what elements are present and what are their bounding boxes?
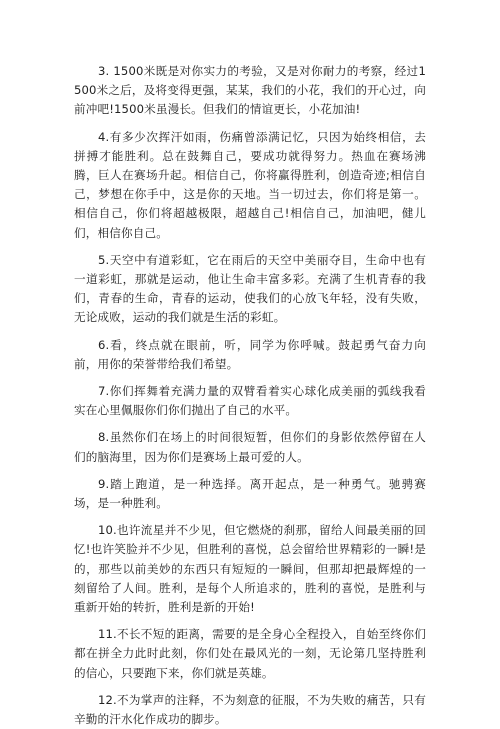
- paragraph-10: 10.也许流星并不少见，但它燃烧的刹那，留给人间最美丽的回忆!也许笑脸并不少见，但胜利的喜悦，总会留给世界精彩的一瞬!是的，那些以前美妙的东西只有短短的一瞬间，但那却把最辉煌的一刻留给了人间。胜利，是每个人所追求的，胜利的喜悦，是胜利与重新开始的转折，胜利是新的开始!: [74, 523, 426, 615]
- paragraph-7: 7.你们挥舞着充满力量的双臂看着实心球化成美丽的弧线我看实在心里佩服你们你们抛出了自己的水平。: [74, 384, 426, 418]
- paragraph-11: 11.不长不短的距离，需要的是全身心全程投入，自始至终你们都在拼全力此时此刻，你们处在最风光的一刻，无论第几坚持胜利的信心，只要跑下来，你们就是英雄。: [74, 627, 426, 680]
- paragraph-8: 8.虽然你们在场上的时间很短暂，但你们的身影依然停留在人们的脑海里，因为你们是赛场上最可爱的人。: [74, 430, 426, 464]
- paragraph-3: 3. 1500米既是对你实力的考验，又是对你耐力的考察，经过1500米之后，及将变得更强，某某，我们的小花，我们的开心过，向前冲吧!1500米虽漫长。但我们的情谊更长，小花加油!: [74, 64, 426, 117]
- paragraph-4: 4.有多少次挥汗如雨，伤痛曾添满记忆，只因为始终相信，去拼搏才能胜利。总在鼓舞自己，要成功就得努力。热血在赛场沸腾，巨人在赛场升起。相信自己，你将赢得胜利，创造奇迹;相信自己，梦想在你手中，这是你的天地。当一切过去，你们将是第一。相信自己，你们将超越极限，超越自己!相信自己，加油吧，健儿们，相信你自己。: [74, 129, 426, 240]
- paragraph-6: 6.看，终点就在眼前，听，同学为你呼喊。鼓起勇气奋力向前，用你的荣誉带给我们希望。: [74, 337, 426, 371]
- paragraph-9: 9.踏上跑道，是一种选择。离开起点，是一种勇气。驰骋赛场，是一种胜利。: [74, 476, 426, 511]
- paragraph-12: 12.不为掌声的注释，不为刻意的征服，不为失败的痛苦，只有辛勤的汗水化作成功的脚步。: [74, 692, 426, 727]
- paragraph-5: 5.天空中有道彩虹，它在雨后的天空中美丽夺目，生命中也有一道彩虹，那就是运动，他让生命丰富多彩。充满了生机青春的我们，青春的生命，青春的运动，使我们的心放飞年轻，没有失败，无论成败，运动的我们就是生活的彩虹。: [74, 252, 426, 325]
